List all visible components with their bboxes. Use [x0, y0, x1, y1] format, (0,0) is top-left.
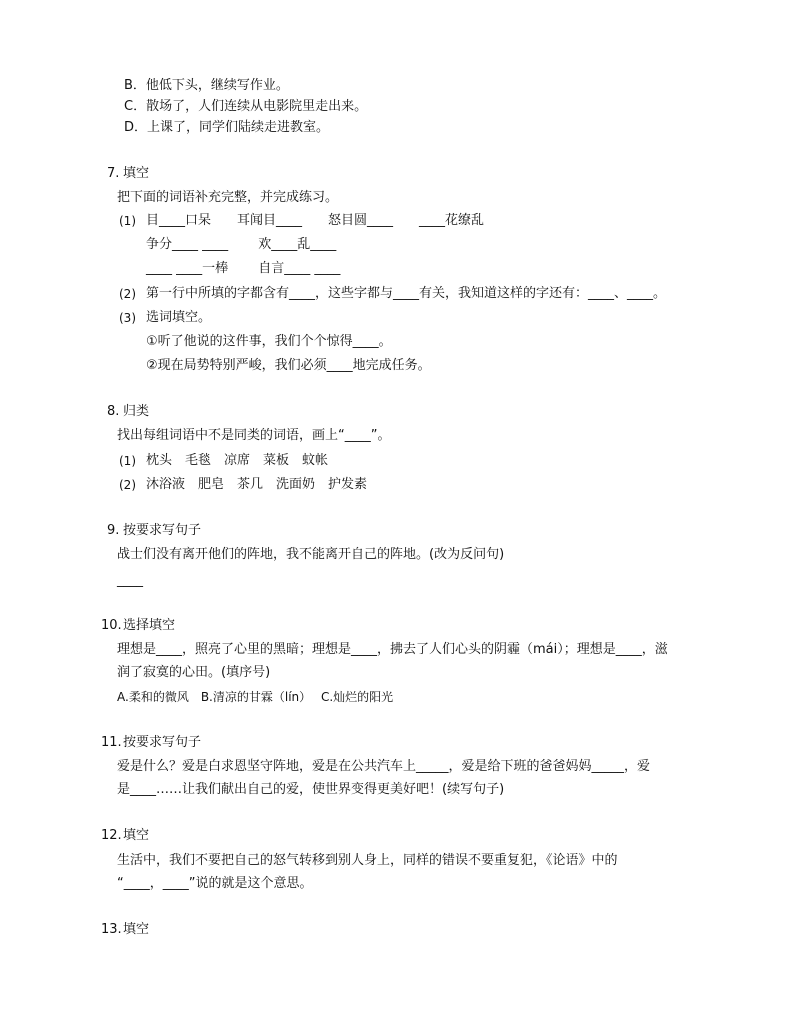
q10-line1: 理想是____，照亮了心里的黑暗；理想是____，拂去了人们心头的阴霾（mái）；理想是____，滋: [117, 642, 668, 657]
q7-part3-label: (3): [119, 311, 136, 325]
q8-item2-text: 沐浴液 肥皂 茶几 洗面奶 护发素: [146, 477, 368, 492]
q10-title: 选择填空: [123, 618, 176, 633]
q7-instruction: 把下面的词语补充完整，并完成练习。: [117, 190, 339, 205]
q9-answer-blank: ____: [117, 573, 143, 588]
q12-line1: 生活中，我们不要把自己的怒气转移到别人身上，同样的错误不要重复犯，《论语》中的: [117, 853, 618, 868]
q11-line2: 是____……让我们献出自己的爱，使世界变得更美好吧！(续写句子): [117, 782, 505, 797]
q10-number: 10.: [101, 618, 122, 633]
q13-number: 13.: [101, 922, 122, 937]
q9-number: 9.: [107, 523, 120, 538]
q7-part1-line2: 争分____ ____ 欢____乱____: [146, 237, 337, 252]
q6-option-b: B．他低下头，继续写作业。: [124, 78, 289, 93]
q7-part1-line1: 目____口呆 耳闻目____ 怒目圆____ ____花缭乱: [146, 213, 485, 228]
q12-number: 12.: [101, 828, 122, 843]
q7-title: 填空: [123, 166, 150, 181]
q8-item1-text: 枕头 毛毯 凉席 菜板 蚊帐: [146, 453, 329, 468]
q8-instruction: 找出每组词语中不是同类的词语，画上“____”。: [117, 428, 391, 443]
q7-number: 7.: [107, 166, 120, 181]
q7-part1-label: (1): [119, 214, 136, 228]
q8-title: 归类: [123, 404, 150, 419]
q11-title: 按要求写句子: [123, 735, 202, 750]
q7-part2-text: 第一行中所填的字都含有____，这些字都与____有关，我知道这样的字还有：____、____。: [146, 286, 667, 301]
q12-line2: “____，____”说的就是这个意思。: [117, 876, 313, 891]
q7-part2-label: (2): [119, 287, 136, 301]
q10-options: A.柔和的微风 B.清凉的甘霖（lín） C.灿烂的阳光: [117, 690, 394, 704]
q9-text: 战士们没有离开他们的阵地，我不能离开自己的阵地。(改为反问句): [117, 547, 505, 562]
q6-option-c: C．散场了，人们连续从电影院里走出来。: [124, 99, 368, 114]
q8-item2-label: (2): [119, 478, 136, 492]
q11-line1: 爱是什么？爱是白求恩坚守阵地，爱是在公共汽车上_____，爱是给下班的爸爸妈妈_____，爱: [117, 759, 651, 774]
q10-line2: 润了寂寞的心田。(填序号): [117, 665, 271, 680]
q11-number: 11.: [101, 735, 122, 750]
q12-title: 填空: [123, 828, 150, 843]
q7-part3-item1: ①听了他说的这件事，我们个个惊得____。: [146, 334, 392, 349]
q13-title: 填空: [123, 922, 150, 937]
q8-number: 8.: [107, 404, 120, 419]
q6-option-d: D．上课了，同学们陆续走进教室。: [124, 120, 330, 135]
q7-part3-text: 选词填空。: [146, 310, 212, 325]
q9-title: 按要求写句子: [123, 523, 202, 538]
q7-part1-line3: ____ ____一棒 自言____ ____: [146, 261, 341, 276]
q8-item1-label: (1): [119, 454, 136, 468]
q7-part3-item2: ②现在局势特别严峻，我们必须____地完成任务。: [146, 358, 431, 373]
